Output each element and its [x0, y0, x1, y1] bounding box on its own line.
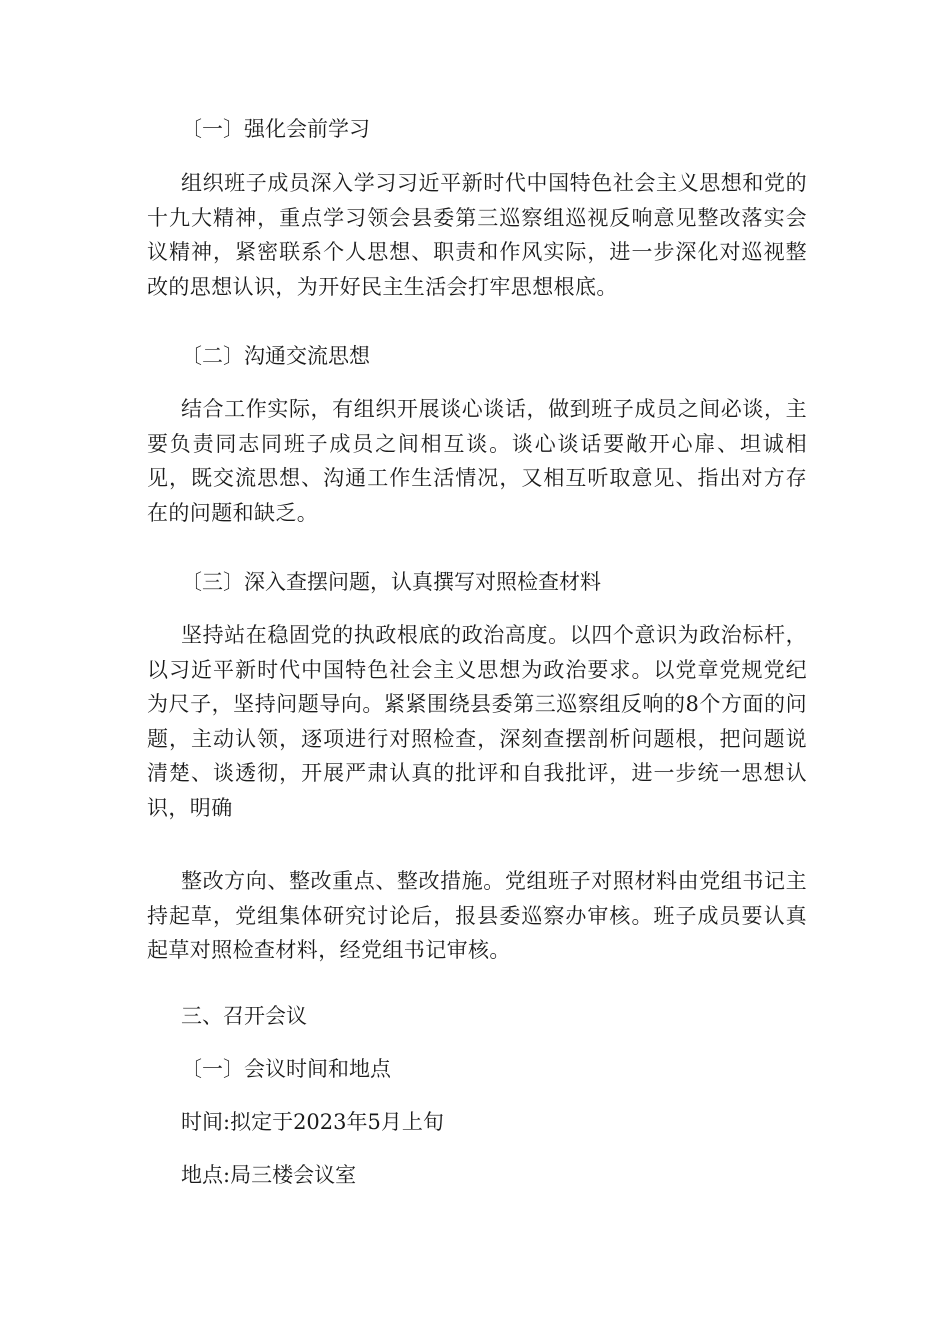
paragraph-check-problems-content: 坚持站在稳固党的执政根底的政治高度。以四个意识为政治标杆，以习近平新时代中国特色社会主义思想为政治要求。以党章党规党纪为尺子，坚持问题导向。紧紧围绕县委第三巡察组反响的8个方面的问题，主动认领，逐项进行对照检查，深刻查摆剖析问题根，把问题说清楚、谈透彻，开展严肃认真的批评和自我批评，进一步统一思想认识，明确 [147, 623, 807, 820]
meeting-place: 地点:局三楼会议室 [181, 1163, 357, 1187]
part-heading-convene-meeting: 三、召开会议 [181, 1004, 307, 1028]
section-heading-strengthen-study: 〔一〕强化会前学习 [181, 117, 370, 141]
section-heading-meeting-time-place: 〔一〕会议时间和地点 [181, 1057, 391, 1081]
paragraph-communicate-content: 结合工作实际，有组织开展谈心谈话，做到班子成员之间必谈，主要负责同志同班子成员之间相互谈。谈心谈话要敞开心扉、坦诚相见，既交流思想、沟通工作生活情况，又相互听取意见、指出对方存在的问题和缺乏。 [147, 397, 807, 525]
section-heading-communicate: 〔二〕沟通交流思想 [181, 344, 370, 368]
paragraph-rectification-content: 整改方向、整改重点、整改措施。党组班子对照材料由党组书记主持起草，党组集体研究讨论后，报县委巡察办审核。班子成员要认真起草对照检查材料，经党组书记审核。 [147, 869, 807, 962]
section-heading-check-problems: 〔三〕深入查摆问题，认真撰写对照检查材料 [181, 570, 601, 594]
meeting-time: 时间:拟定于2023年5月上旬 [181, 1110, 444, 1134]
paragraph-study-content: 组织班子成员深入学习习近平新时代中国特色社会主义思想和党的十九大精神，重点学习领会县委第三巡察组巡视反响意见整改落实会议精神，紧密联系个人思想、职责和作风实际，进一步深化对巡视整改的思想认识，为开好民主生活会打牢思想根底。 [147, 171, 807, 299]
